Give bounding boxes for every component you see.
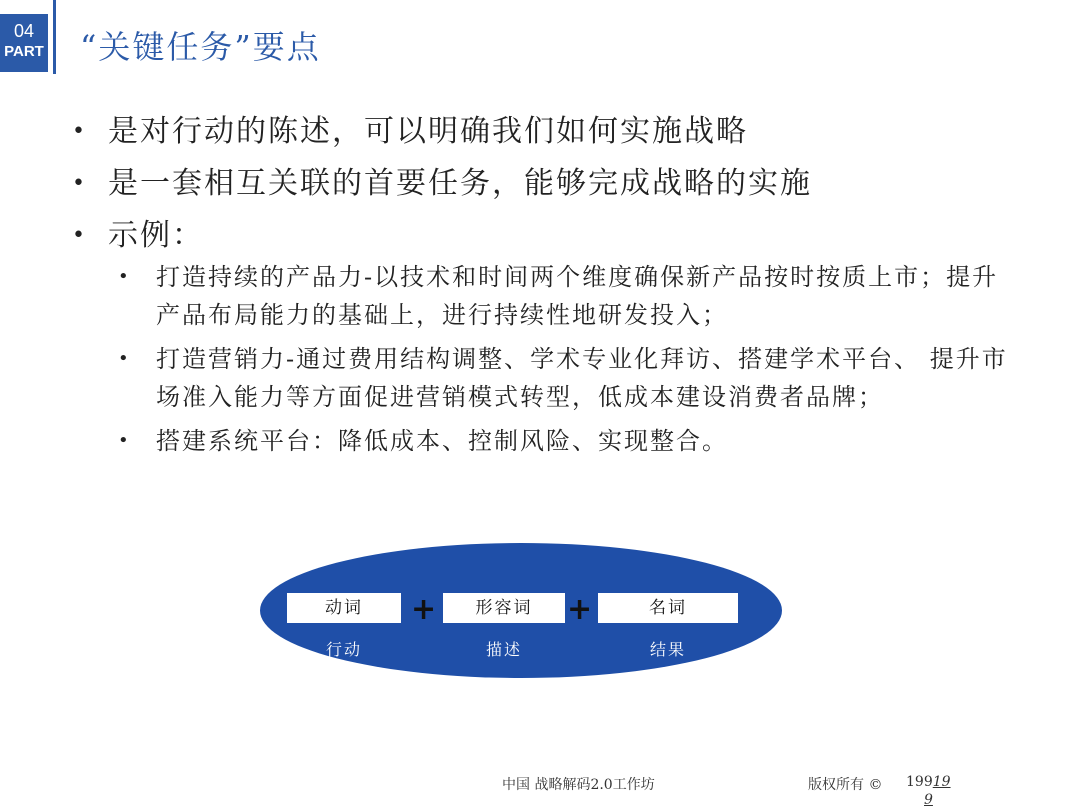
title-divider	[53, 0, 56, 74]
sub-bullet-item	[118, 422, 1018, 460]
noun-box: 名词	[598, 593, 738, 623]
verb-box: 动词	[287, 593, 401, 623]
plus-icon: +	[567, 592, 593, 627]
slide-title: “关键任务”要点	[80, 28, 321, 66]
bullet-dot-icon: •	[72, 171, 87, 196]
bullet-item	[70, 106, 1030, 158]
page-number-overlay: 19	[932, 774, 951, 790]
part-badge	[0, 14, 48, 72]
main-bullet-list	[70, 106, 1030, 262]
plus-icon: +	[411, 592, 437, 627]
task-formula-diagram	[260, 543, 782, 678]
page-number-main: 199	[906, 774, 933, 790]
adjective-box: 形容词	[443, 593, 565, 623]
bullet-text: 示例：	[108, 218, 204, 253]
sub-bullet-text: 打造营销力-通过费用结构调整、学术专业化拜访、搭建学术平台、 提升市场准入能力等方面促进营销模式转型，低成本建设消费者品牌；	[156, 345, 1008, 411]
part-label: PART	[4, 43, 44, 60]
bullet-text: 是对行动的陈述，可以明确我们如何实施战略	[108, 114, 748, 149]
bullet-item	[70, 158, 1030, 210]
description-caption: 描述	[485, 640, 522, 659]
bullet-dot-icon: •	[118, 348, 131, 369]
footer-page-number	[906, 774, 951, 790]
bullet-dot-icon: •	[72, 223, 87, 248]
bullet-dot-icon: •	[72, 119, 87, 144]
part-number: 04	[13, 21, 35, 41]
sub-bullet-item	[118, 258, 1018, 334]
footer-organizer: 中国 战略解码2.0工作坊	[502, 777, 655, 793]
action-caption: 行动	[325, 640, 362, 659]
bullet-item	[70, 210, 1030, 262]
page-number-wrap: 9	[924, 792, 933, 808]
bullet-dot-icon: •	[118, 266, 131, 287]
footer-copyright: 版权所有 ©	[808, 777, 883, 793]
sub-bullet-item	[118, 340, 1018, 416]
sub-bullet-text: 搭建系统平台：降低成本、控制风险、实现整合。	[156, 427, 728, 455]
result-caption: 结果	[649, 640, 686, 659]
bullet-text: 是一套相互关联的首要任务，能够完成战略的实施	[108, 166, 812, 201]
sub-bullet-text: 打造持续的产品力-以技术和时间两个维度确保新产品按时按质上市；提升产品布局能力的基础上，进行持续性地研发投入；	[156, 263, 999, 329]
bullet-dot-icon: •	[118, 430, 131, 451]
example-bullet-list	[118, 258, 1018, 466]
